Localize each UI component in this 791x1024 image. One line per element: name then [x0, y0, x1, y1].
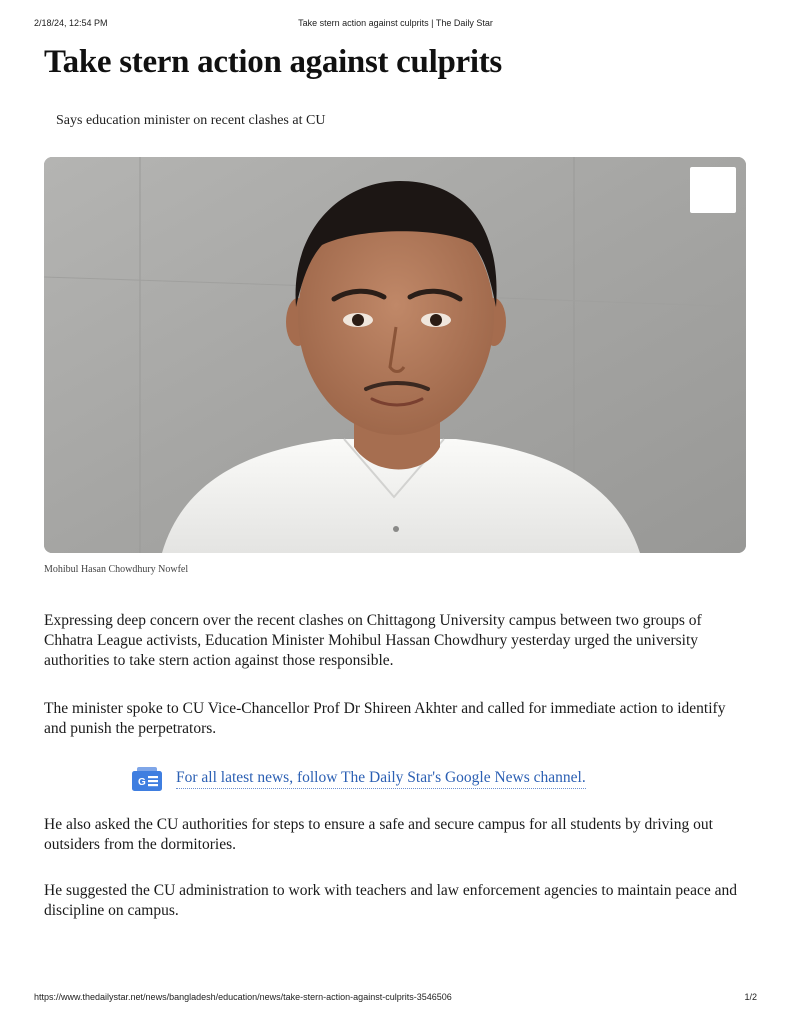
article-paragraph: He also asked the CU authorities for steps to ensure a safe and secure campus for all students by driving out outsiders from the dormitories. — [44, 816, 713, 853]
svg-text:G: G — [138, 777, 146, 788]
photo-caption: Mohibul Hasan Chowdhury Nowfel — [44, 564, 189, 575]
google-news-promo — [132, 766, 586, 792]
google-news-icon — [132, 767, 162, 791]
portrait-image — [44, 157, 746, 553]
article-photo — [44, 157, 746, 553]
article-paragraph: The minister spoke to CU Vice-Chancellor Prof Dr Shireen Akhter and called for immediate action to identify and punish the perpetrators. — [44, 700, 726, 737]
article-paragraph: He suggested the CU administration to work with teachers and law enforcement agencies to maintain peace and discipline on campus. — [44, 882, 737, 919]
print-header — [34, 18, 757, 32]
print-footer — [34, 992, 757, 1004]
print-page-number: 1/2 — [744, 992, 757, 1002]
article-subhead: Says education minister on recent clashes at CU — [56, 113, 326, 128]
google-news-link[interactable]: For all latest news, follow The Daily Star's Google News channel. — [176, 769, 586, 789]
print-date: 2/18/24, 12:54 PM — [34, 18, 108, 28]
print-url: https://www.thedailystar.net/news/bangladesh/education/news/take-stern-action-against-culprits-3546506 — [34, 992, 452, 1002]
article-paragraph: Expressing deep concern over the recent clashes on Chittagong University campus between two groups of Chhatra League activists, Education Minister Mohibul Hassan Chowdhury yesterday urged the university authorities to take stern action against those responsible. — [44, 612, 702, 669]
print-doc-title: Take stern action against culprits | The Daily Star — [298, 18, 493, 28]
article-headline: Take stern action against culprits — [44, 44, 502, 80]
photo-badge — [690, 167, 736, 213]
